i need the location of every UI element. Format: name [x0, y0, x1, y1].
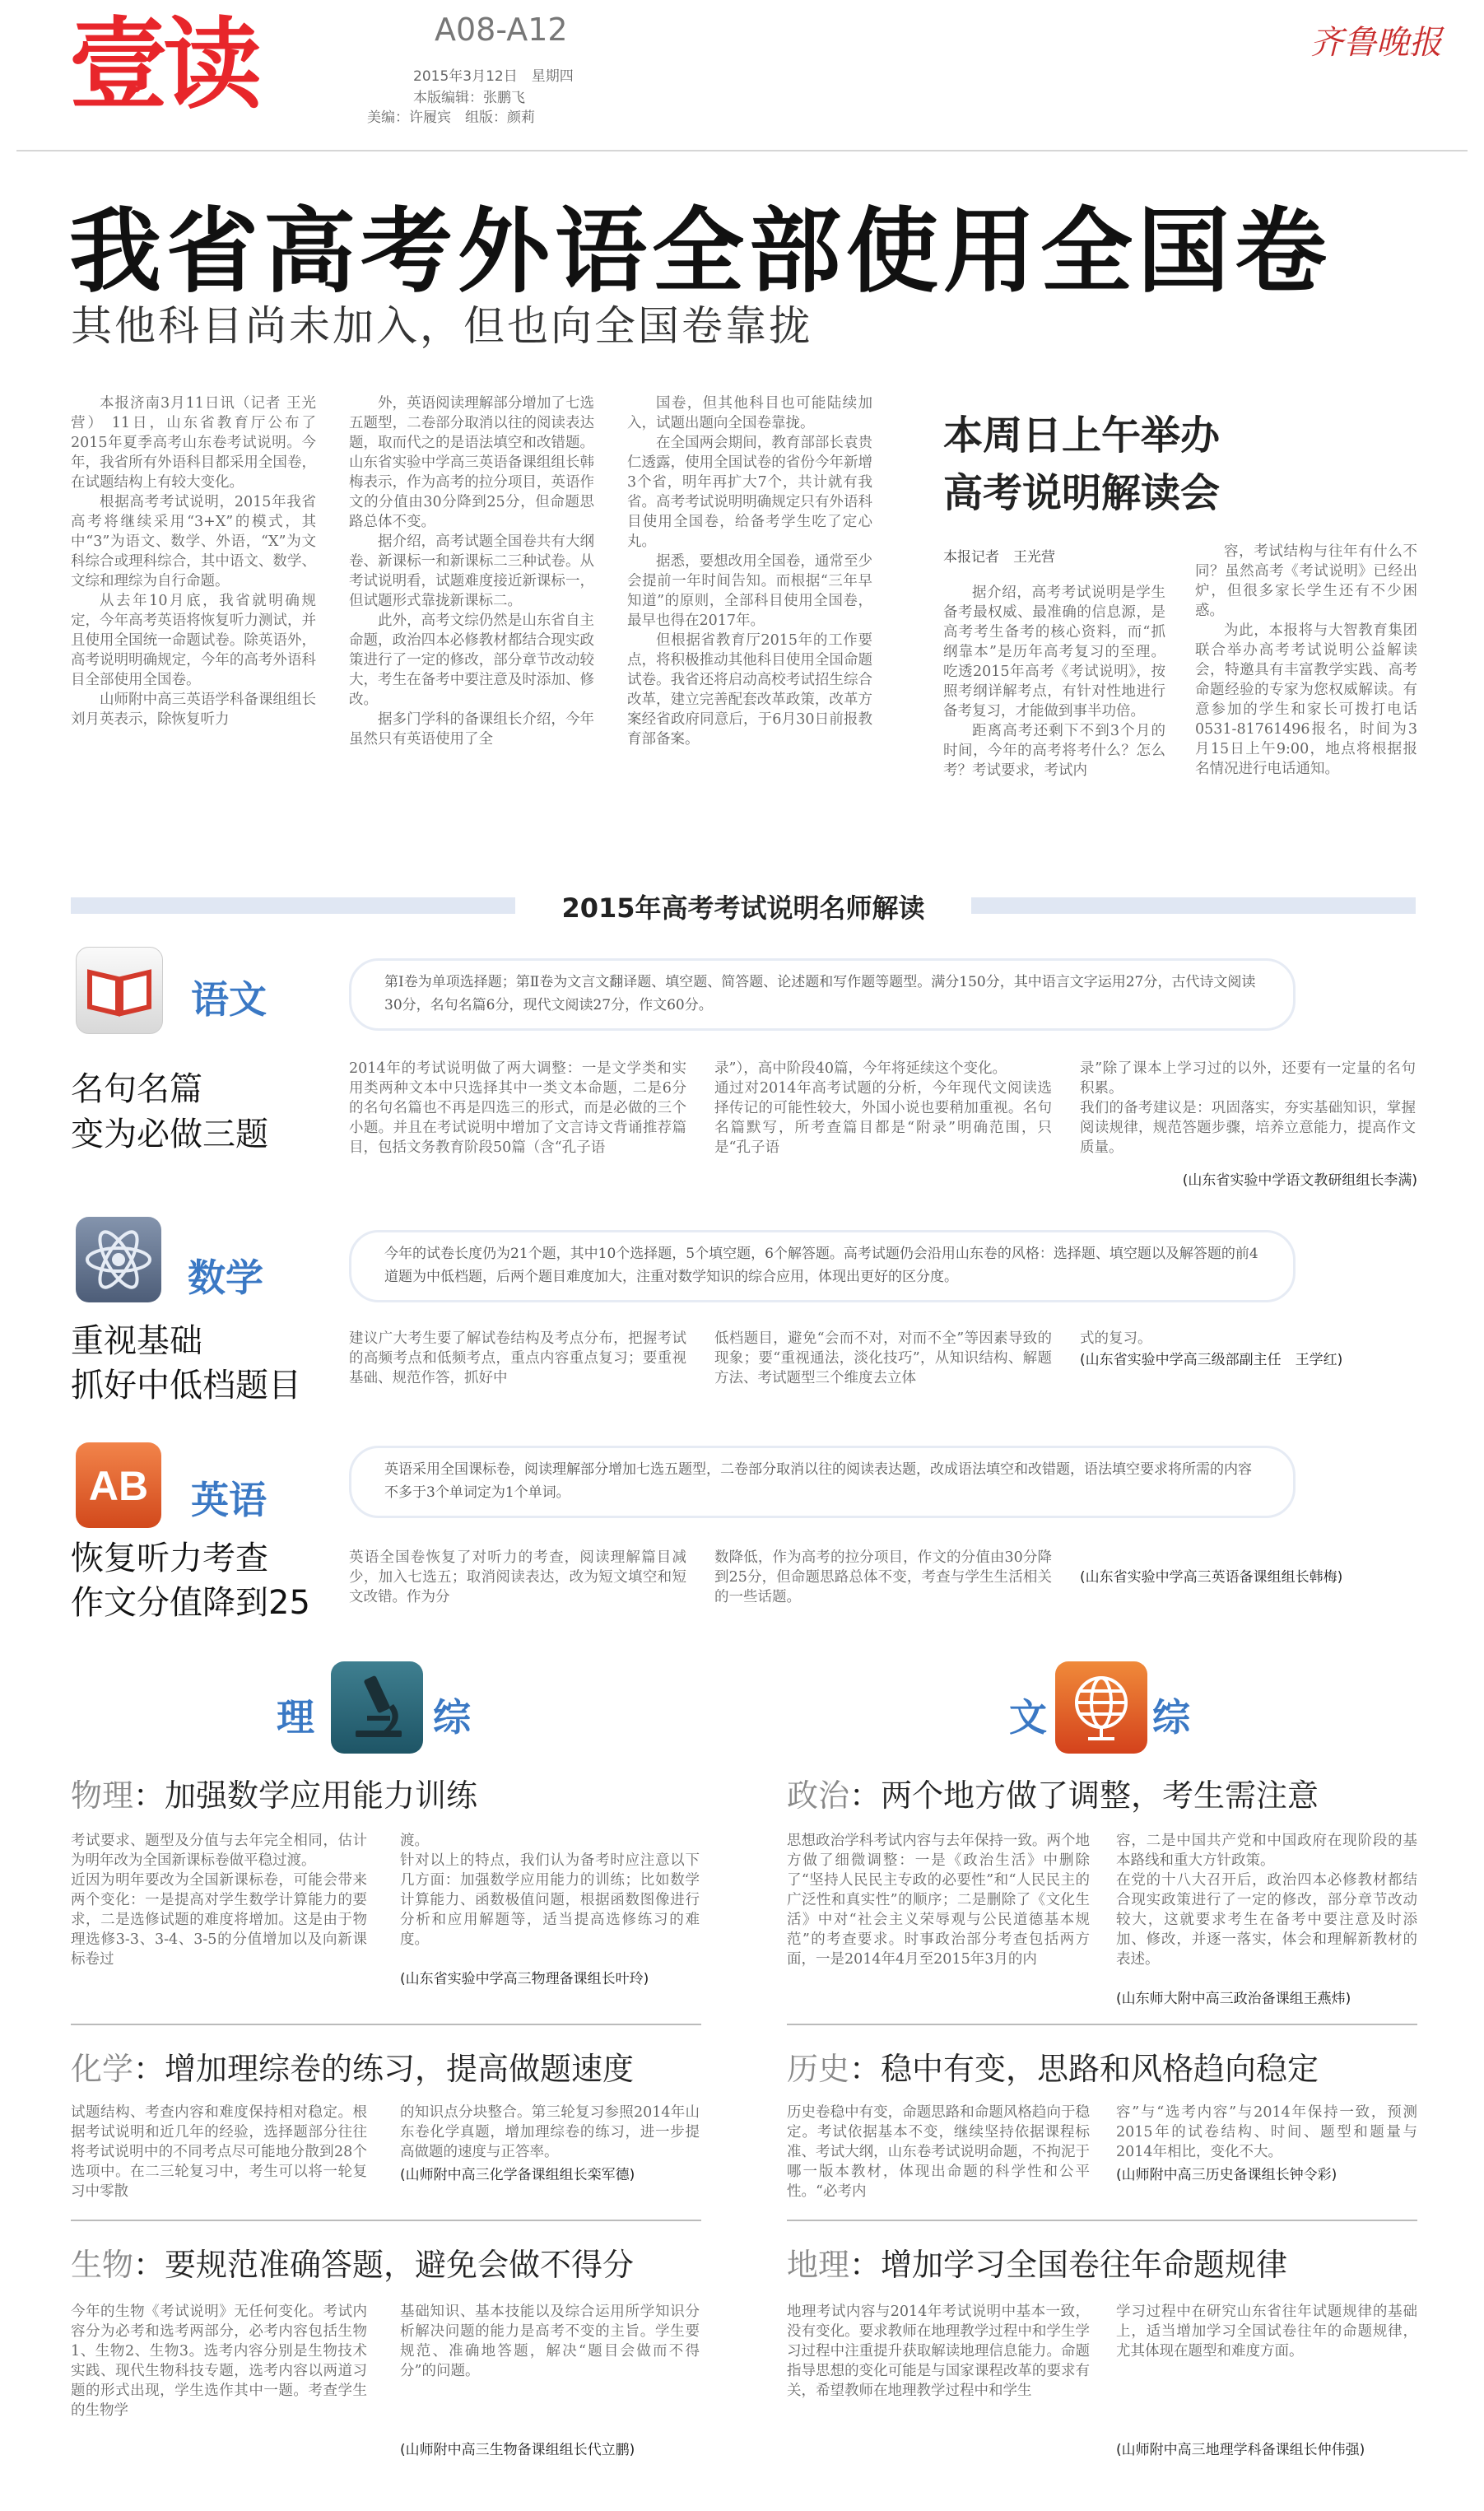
english-col-1: 英语全国卷恢复了对听力的考查，阅读理解篇目减少，加入七选五；取消阅读表达，改为短文填空和短文改错。作为分	[349, 1549, 686, 1605]
history-headline: 稳中有变，思路和风格趋向稳定	[881, 2051, 1319, 2087]
geography-col-1: 地理考试内容与2014年考试说明中基本一致，没有变化。要求教师在地理教学过程中和学生学习过程中注重提升获取解读地理信息能力。命题指导思想的变化可能是与国家课程改革的要求有关，希望教师在地理教学过程中和学生	[787, 2304, 1090, 2399]
math-col-1: 建议广大考生要了解试卷结构及考点分布，把握考试的高频考点和低频考点，重点内容重点复习；要重视基础、规范作答，抓好中	[349, 1330, 686, 1386]
paragraph: 据介绍，高考考试说明是学生备考最权威、最准确的信息源，是高考考生备考的核心资料，而“抓纲靠本”是历年高考复习的至理。吃透2015年高考《考试说明》，按照考纲详解考点，有针对性地进行备考复习，才能做到事半功倍。	[943, 585, 1165, 720]
lizong-left: 理	[277, 1695, 314, 1740]
english-col-2: 数降低，作为高考的拉分项目，作文的分值由30分降到25分，但命题思路总体不变，考查与学生生活相关的一些话题。	[714, 1549, 1052, 1605]
subject-label-chinese: 语文	[191, 977, 267, 1022]
paragraph: 据多门学科的备课组长介绍，今年虽然只有英语使用了全	[349, 711, 594, 748]
side-story-title-2: 高考说明解读会	[943, 470, 1221, 516]
paragraph: 但根据省教育厅2015年的工作要点，将积极推动其他科目使用全国命题试卷。我省还将启动高校考试招生综合改革，建立完善配套改革政策，改革方案经省政府同意后，于6月30日前报教育部备案。	[627, 632, 872, 748]
subject-tag-chinese-2: 变为必做三题	[71, 1116, 268, 1153]
divider-1-right	[787, 2024, 1417, 2025]
banner-band-left	[71, 897, 515, 914]
paragraph: 本报济南3月11日讯（记者 王光营） 11日，山东省教育厅公布了2015年夏季高考山东卷考试说明。今年，我省所有外语科目都采用全国卷，在试题结构上有较大变化。	[71, 395, 316, 491]
history-col-2: 容”与“选考内容”与2014年保持一致，预测2015年的试卷结构、时间、题型和题量与2014年相比，变化不大。	[1116, 2104, 1417, 2160]
chemistry-credit: (山师附中高三化学备课组组长栾军德)	[400, 2167, 635, 2183]
main-story-col-1	[71, 394, 316, 830]
main-story-col-2	[349, 394, 594, 830]
history-col-1: 历史卷稳中有变，命题思路和命题风格趋向于稳定。考试依据基本不变，继续坚持依据课程标准、考试大纲，山东卷考试说明命题，不拘泥于哪一版本教材，体现出命题的科学性和公平性。“必考内	[787, 2104, 1090, 2200]
subject-tag-english-1: 恢复听力考查	[71, 1540, 268, 1577]
geography-col-2: 学习过程中在研究山东省往年试题规律的基础上，适当增加学习全国试卷往年的命题规律，尤其体现在题型和难度方面。	[1116, 2304, 1417, 2360]
math-credit: (山东省实验中学高三级部副主任 王学红)	[1080, 1352, 1343, 1368]
subject-summary-text: 今年的试卷长度仍为21个题，其中10个选择题，5个填空题，6个解答题。高考试题仍会沿用山东卷的风格：选择题、填空题以及解答题的前4道题为中低档题，后两个题目难度加大，注重对数学知识的综合应用，体现出更好的区分度。	[384, 1246, 1258, 1285]
page-design: 美编：许履宾 组版：颜莉	[367, 109, 535, 126]
subject-tag-math-2: 抓好中低档题目	[71, 1367, 301, 1405]
biology-title: 生物：要规范准确答题，避免会做不得分	[71, 2247, 635, 2283]
geography-credit: (山师附中高三地理学科备课组长仲伟强)	[1116, 2442, 1365, 2458]
subject-tag-chinese-1: 名句名篇	[71, 1070, 202, 1108]
divider-2-right	[787, 2220, 1417, 2221]
politics-col-2: 容，二是中国共产党和中国政府在现阶段的基本路线和重大方针政策。 在党的十八大召开后，政治四本必修教材都结合现实政策进行了一定的修改，部分章节改动较大，这就要求考生在备考中要注意及时添加、修改，并逐一落实，体会和理解新教材的表述。	[1116, 1833, 1417, 1968]
geography-key: 地理	[787, 2247, 850, 2283]
paragraph: 为此，本报将与大智教育集团联合举办高考考试说明公益解读会，特邀具有丰富教学实践、高考命题经验的专家为您权威解读。有意参加的学生和家长可拨打电话0531-81761496报名，时间为3月15日上午9:00，地点将根据报名情况进行电话通知。	[1195, 622, 1417, 777]
masthead-logo	[69, 10, 341, 121]
english-credit: (山东省实验中学高三英语备课组组长韩梅)	[1080, 1569, 1343, 1586]
side-story-byline: 本报记者 王光营	[943, 549, 1055, 566]
side-story-col-1	[943, 583, 1165, 830]
math-col-3: 式的复习。	[1080, 1330, 1152, 1347]
politics-col-1: 思想政治学科考试内容与去年保持一致。两个地方做了细微调整：一是《政治生活》中删除了“坚持人民民主专政的必要性”和“人民民主的广泛性和真实性”的顺序；二是删除了《文化生活》中对“社会主义荣辱观与公民道德基本规范”的考查要求。时事政治部分考查包括两方面，一是2014年4月至2015年3月的内	[787, 1833, 1090, 1968]
main-story-col-3	[627, 394, 872, 830]
politics-credit: (山东师大附中高三政治备课组王燕炜)	[1116, 1991, 1351, 2007]
lizong-right: 综	[433, 1695, 471, 1740]
banner-band-right	[971, 897, 1416, 914]
physics-col-2: 渡。 针对以上的特点，我们认为备考时应注意以下几方面：加强数学应用能力的训练；比如数学计算能力、函数极值问题，根据函数图像进行分析和应用解题等，适当提高选修练习的难度。	[400, 1833, 700, 1948]
atom-icon	[76, 1217, 161, 1302]
section-banner-title: 2015年高考考试说明名师解读	[561, 892, 925, 924]
politics-title: 政治：两个地方做了调整，考生需注意	[787, 1777, 1319, 1814]
politics-headline: 两个地方做了调整，考生需注意	[881, 1777, 1319, 1814]
physics-key: 物理	[71, 1777, 134, 1814]
paragraph: 山师附中高三英语学科备课组组长刘月英表示，除恢复听力	[71, 692, 316, 728]
paragraph: 容，考试结构与往年有什么不同？虽然高考《考试说明》已经出炉，但很多家长学生还有不少困惑。	[1195, 543, 1417, 619]
paragraph: 外，英语阅读理解部分增加了七选五题型，二卷部分取消以往的阅读表达题，取而代之的是语法填空和改错题。山东省实验中学高三英语备课组组长韩梅表示，作为高考的拉分项目，英语作文的分值由30分降到25分，但命题思路总体不变。	[349, 395, 594, 530]
biology-col-2: 基础知识、基本技能以及综合运用所学知识分析解决问题的能力是高考不变的主旨。学生要规范、准确地答题，解决“题目会做而不得分”的问题。	[400, 2304, 700, 2379]
svg-text:AB: AB	[88, 1463, 149, 1509]
paragraph: 根据高考考试说明，2015年我省高考将继续采用“3+X”的模式，其中“3”为语文、数学、外语，“X”为文科综合或理科综合，其中语文、数学、文综和理综为自行命题。	[71, 494, 316, 589]
politics-key: 政治	[787, 1777, 850, 1814]
paragraph: 从去年10月底，我省就明确规定，今年高考英语将恢复听力测试，并且使用全国统一命题试卷。除英语外，高考说明明确规定，今年的高考外语科目全部使用全国卷。	[71, 593, 316, 688]
subject-label-english: 英语	[191, 1478, 267, 1522]
page-range: A08-A12	[435, 12, 568, 48]
newspaper-name: 齐鲁晚报	[1310, 24, 1442, 62]
paragraph: 在全国两会期间，教育部部长袁贵仁透露，使用全国试卷的省份今年新增3个省，明年再扩大7个，共计就有我省。高考考试说明明确规定只有外语科目使用全国卷，给备考学生吃了定心丸。	[627, 435, 872, 550]
biology-key: 生物	[71, 2247, 134, 2283]
logo-text: 壹读	[69, 8, 257, 123]
globe-icon	[1055, 1661, 1147, 1754]
chemistry-title: 化学：增加理综卷的练习，提高做题速度	[71, 2051, 635, 2087]
ab-icon	[76, 1442, 161, 1528]
wenzong-right: 综	[1152, 1695, 1190, 1740]
paragraph: 国卷，但其他科目也可能陆续加入，试题出题向全国卷靠拢。	[627, 395, 872, 431]
geography-title: 地理：增加学习全国卷往年命题规律	[787, 2247, 1288, 2283]
chinese-col-2: 录”），高中阶段40篇，今年将延续这个变化。 通过对2014年高考试题的分析，今年现代文阅读选择传记的可能性较大，外国小说也要稍加重视。名句名篇默写，所考查篇目都是“附录”明确范围，只是“孔子语	[714, 1060, 1052, 1156]
paragraph: 据悉，要想改用全国卷，通常至少会提前一年时间告知。而根据“三年早知道”的原则，全部科目使用全国卷，最早也得在2017年。	[627, 553, 872, 629]
page-editor: 本版编辑：张鹏飞	[413, 90, 525, 106]
history-title: 历史：稳中有变，思路和风格趋向稳定	[787, 2051, 1319, 2087]
subject-summary-math	[349, 1230, 1296, 1302]
geography-headline: 增加学习全国卷往年命题规律	[881, 2247, 1288, 2283]
physics-headline: 加强数学应用能力训练	[165, 1777, 478, 1814]
side-story-col-2	[1195, 542, 1417, 830]
wenzong-left: 文	[1009, 1695, 1047, 1740]
physics-title: 物理：加强数学应用能力训练	[71, 1777, 478, 1814]
physics-col-1: 考试要求、题型及分值与去年完全相同，估计为明年改为全国新课标卷做平稳过渡。 近因为明年要改为全国新课标卷，可能会带来两个变化：一是提高对学生数学计算能力的要求，二是选修试题的难度将增加。这是由于物理选修3-3、3-4、3-5的分值增加以及向新课标卷过	[71, 1833, 367, 1968]
headline-title: 我省高考外语全部使用全国卷	[69, 198, 1332, 305]
history-credit: (山师附中高三历史备课组长钟令彩)	[1116, 2167, 1337, 2183]
subject-summary-english	[349, 1446, 1296, 1518]
paragraph: 此外，高考文综仍然是山东省自主命题，政治四本必修教材都结合现实政策进行了一定的修改，部分章节改动较大，考生在备考中要注意及时添加、修改。	[349, 613, 594, 708]
chemistry-col-2: 的知识点分块整合。第三轮复习参照2014年山东卷化学真题，增加理综卷的练习，进一步提高做题的速度与正答率。	[400, 2104, 700, 2160]
subject-summary-text: 第Ⅰ卷为单项选择题；第Ⅱ卷为文言文翻译题、填空题、简答题、论述题和写作题等题型。满分150分，其中语言文字运用27分，古代诗文阅读30分，名句名篇6分，现代文阅读27分，作文60分。	[384, 974, 1256, 1013]
subject-tag-english-2: 作文分值降到25	[71, 1584, 310, 1622]
subject-summary-chinese	[349, 958, 1296, 1031]
biology-headline: 要规范准确答题，避免会做不得分	[165, 2247, 635, 2283]
history-key: 历史	[787, 2051, 850, 2087]
biology-credit: (山师附中高三生物备课组组长代立鹏)	[400, 2442, 635, 2458]
biology-col-1: 今年的生物《考试说明》无任何变化。考试内容分为必考和选考两部分，必考内容包括生物1、生物2、生物3。选考内容分别是生物技术实践、现代生物科技专题，选考内容以两道习题的形式出现，学生选作其中一题。考查学生的生物学	[71, 2304, 367, 2419]
subject-tag-math-1: 重视基础	[71, 1322, 202, 1360]
math-col-2: 低档题目，避免“会而不对，对而不全”等因素导致的现象；要“重视通法，淡化技巧”，从知识结构、解题方法、考试题型三个维度去立体	[714, 1330, 1052, 1386]
chinese-col-3: 录”除了课本上学习过的以外，还要有一定量的名句积累。 我们的备考建议是：巩固落实，夯实基础知识，掌握阅读规律，规范答题步骤，培养立意能力，提高作文质量。	[1080, 1060, 1416, 1156]
chemistry-key: 化学	[71, 2051, 134, 2087]
side-story-title-1: 本周日上午举办	[943, 412, 1221, 459]
paragraph: 距离高考还剩下不到3个月的时间，今年的高考将考什么？怎么考？考试要求，考试内	[943, 723, 1165, 779]
microscope-icon	[331, 1661, 423, 1754]
divider-2-left	[71, 2220, 701, 2221]
subject-summary-text: 英语采用全国课标卷，阅读理解部分增加七选五题型，二卷部分取消以往的阅读表达题，改成语法填空和改错题，语法填空要求将所需的内容不多于3个单词定为1个单词。	[384, 1461, 1252, 1501]
headline-subtitle: 其他科目尚未加入，但也向全国卷靠拢	[71, 302, 812, 350]
book-icon	[76, 947, 163, 1034]
chinese-col-1: 2014年的考试说明做了两大调整：一是文学类和实用类两种文本中只选择其中一类文本命题，二是6分的名句名篇也不再是四选三的形式，而是必做的三个小题。并且在考试说明中增加了文言诗文背诵推荐篇目，包括文务教育阶段50篇（含“孔子语	[349, 1060, 686, 1156]
issue-date: 2015年3月12日 星期四	[413, 68, 574, 85]
masthead-rule	[16, 150, 1468, 151]
chinese-credit: (山东省实验中学语文教研组组长李满)	[1182, 1172, 1417, 1189]
physics-credit: (山东省实验中学高三物理备课组长叶玲)	[400, 1971, 649, 1987]
paragraph: 据介绍，高考试题全国卷共有大纲卷、新课标一和新课标二三种试卷。从考试说明看，试题难度接近新课标一，但试题形式靠拢新课标二。	[349, 533, 594, 609]
chemistry-headline: 增加理综卷的练习，提高做题速度	[165, 2051, 635, 2087]
chemistry-col-1: 试题结构、考查内容和难度保持相对稳定。根据考试说明和近几年的经验，选择题部分往往将考试说明中的不同考点尽可能地分散到28个选项中。在二三轮复习中，考生可以将一轮复习中零散	[71, 2104, 367, 2200]
subject-label-math: 数学	[188, 1256, 263, 1300]
divider-1-left	[71, 2024, 701, 2025]
